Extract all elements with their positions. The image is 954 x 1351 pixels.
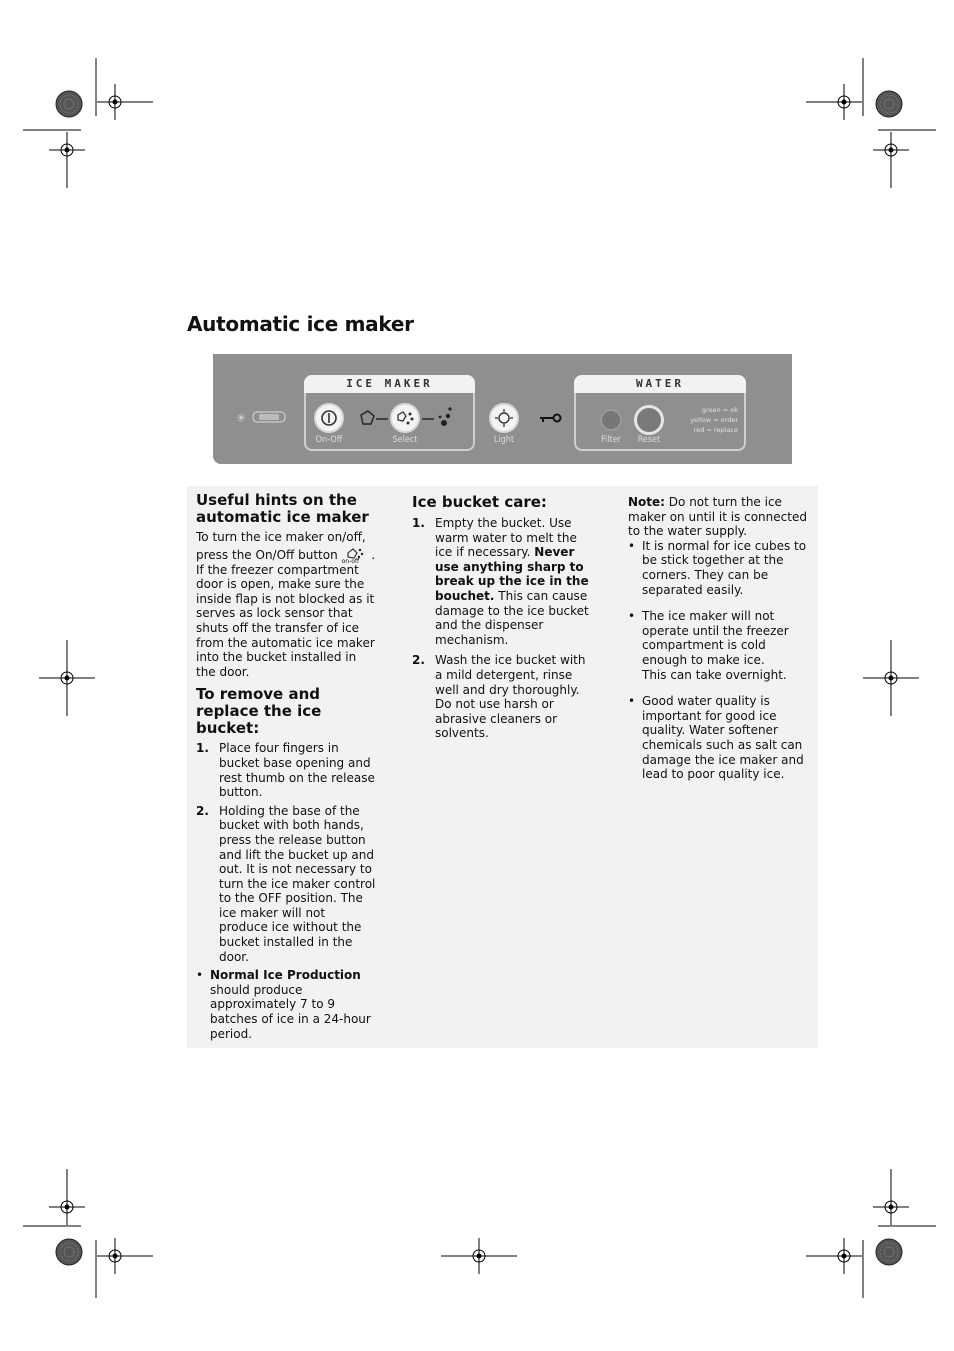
hint-intro xyxy=(196,530,376,679)
step-number: 1. xyxy=(196,741,209,756)
list-item xyxy=(196,804,376,965)
list-item xyxy=(196,741,376,799)
svg-text:✳: ✳ xyxy=(236,411,247,425)
production-note xyxy=(196,968,376,1041)
list-item xyxy=(412,516,592,647)
filter-indicator xyxy=(600,409,622,431)
bullet-icon: • xyxy=(196,968,204,983)
note-text: Do not turn the ice maker on until it is connected to the water supply. xyxy=(628,495,807,539)
step-number: 2. xyxy=(196,803,209,818)
light-bulb-icon xyxy=(491,405,517,431)
bullet-text: Good water quality is important for good ice quality. Water softener chemicals such as salt can damage the ice maker and lead to poor quality ice. xyxy=(642,694,804,782)
bullet-icon: • xyxy=(628,538,636,553)
notes-bullets xyxy=(628,539,810,782)
bullet-bold: Normal Ice Production xyxy=(210,968,361,983)
heading-bucket-care: Ice bucket care: xyxy=(412,493,547,511)
step-text: Wash the ice bucket with a mild detergent, rinse well and dry thoroughly. Do not use harsh or abrasive cleaners or solvents. xyxy=(435,653,586,741)
filter-label: Filter xyxy=(601,435,621,445)
step-warning: Never use anything sharp to break up the ice in the bouchet. xyxy=(435,545,589,603)
on-off-inline-icon xyxy=(342,545,368,567)
filter-legend xyxy=(668,405,738,435)
list-item xyxy=(196,968,376,1041)
list-item xyxy=(628,609,810,682)
ice-maker-title: ICE MAKER xyxy=(304,375,475,393)
note-label: Note: xyxy=(628,495,665,509)
bullet-extra: This can take overnight. xyxy=(642,667,787,682)
care-steps xyxy=(412,516,592,741)
hint-intro-rest: If the freezer compartment door is open, make sure the inside flap is not blocked as it serves as lock sensor that shuts off the transfer of ice from the automatic ice maker into the bucket installed in the door. xyxy=(196,562,375,679)
page-title: Automatic ice maker xyxy=(187,312,414,336)
note xyxy=(628,495,810,539)
heading-useful-hints: Useful hints on the automatic ice maker xyxy=(196,491,369,526)
content-area xyxy=(187,486,818,1048)
remove-steps xyxy=(196,741,376,964)
water-group xyxy=(574,375,746,451)
on-off-button[interactable] xyxy=(314,403,344,433)
select-label: Select xyxy=(392,435,418,445)
legend-line: yellow = order xyxy=(690,416,738,424)
legend-line: green = ok xyxy=(701,406,738,414)
display-indicator-icon xyxy=(233,408,289,428)
heading-remove-bucket: To remove and replace the ice bucket: xyxy=(196,685,322,738)
list-item xyxy=(628,539,810,597)
bullet-text: It is normal for ice cubes to be stick together at the corners. They can be separated easily. xyxy=(642,538,807,597)
step-text-rest: This can cause damage to the ice bucket and the dispenser mechanism. xyxy=(435,588,589,647)
list-item xyxy=(628,694,810,782)
ice-maker-group xyxy=(304,375,475,451)
lock-key-icon xyxy=(539,412,563,426)
power-icon xyxy=(316,405,342,431)
step-text: Place four fingers in bucket base opening and rest thumb on the release button. xyxy=(219,741,375,800)
light-label: Light xyxy=(493,435,515,445)
hint-intro-text: To turn the ice maker on/off, press the On/Off button xyxy=(196,530,366,562)
on-off-label: On-Off xyxy=(315,435,343,445)
column-hints xyxy=(196,492,376,1047)
reset-label: Reset xyxy=(637,435,661,445)
step-text: Holding the base of the bucket with both hands, press the release button and lift the bucket up and out. It is not necessary to turn the ice maker control to the OFF position. The ice maker will not produce ice without the bucket installed in the door. xyxy=(219,803,376,964)
list-item xyxy=(412,653,592,741)
water-title: WATER xyxy=(574,375,746,393)
water-drops-icon xyxy=(434,405,456,429)
column-bucket-care xyxy=(412,494,592,745)
step-text: Empty the bucket. Use warm water to melt the ice if necessary. xyxy=(435,516,577,560)
hint-intro-end: . xyxy=(371,547,376,562)
reset-button[interactable] xyxy=(634,405,664,435)
control-panel-illustration xyxy=(213,354,792,464)
step-number: 2. xyxy=(412,653,425,668)
light-button[interactable] xyxy=(489,403,519,433)
bullet-icon: • xyxy=(628,609,636,624)
select-connector xyxy=(376,407,436,437)
legend-line: red = replace xyxy=(693,426,738,434)
on-off-icon-caption: on-off xyxy=(341,557,360,565)
bullet-icon: • xyxy=(628,694,636,709)
bullet-text: should produce approximately 7 to 9 batches of ice in a 24-hour period. xyxy=(210,982,371,1041)
column-notes xyxy=(628,495,810,788)
step-number: 1. xyxy=(412,516,425,530)
ice-cube-icon xyxy=(356,407,378,429)
bullet-text: The ice maker will not operate until the freezer compartment is cold enough to make ice. xyxy=(642,609,789,667)
